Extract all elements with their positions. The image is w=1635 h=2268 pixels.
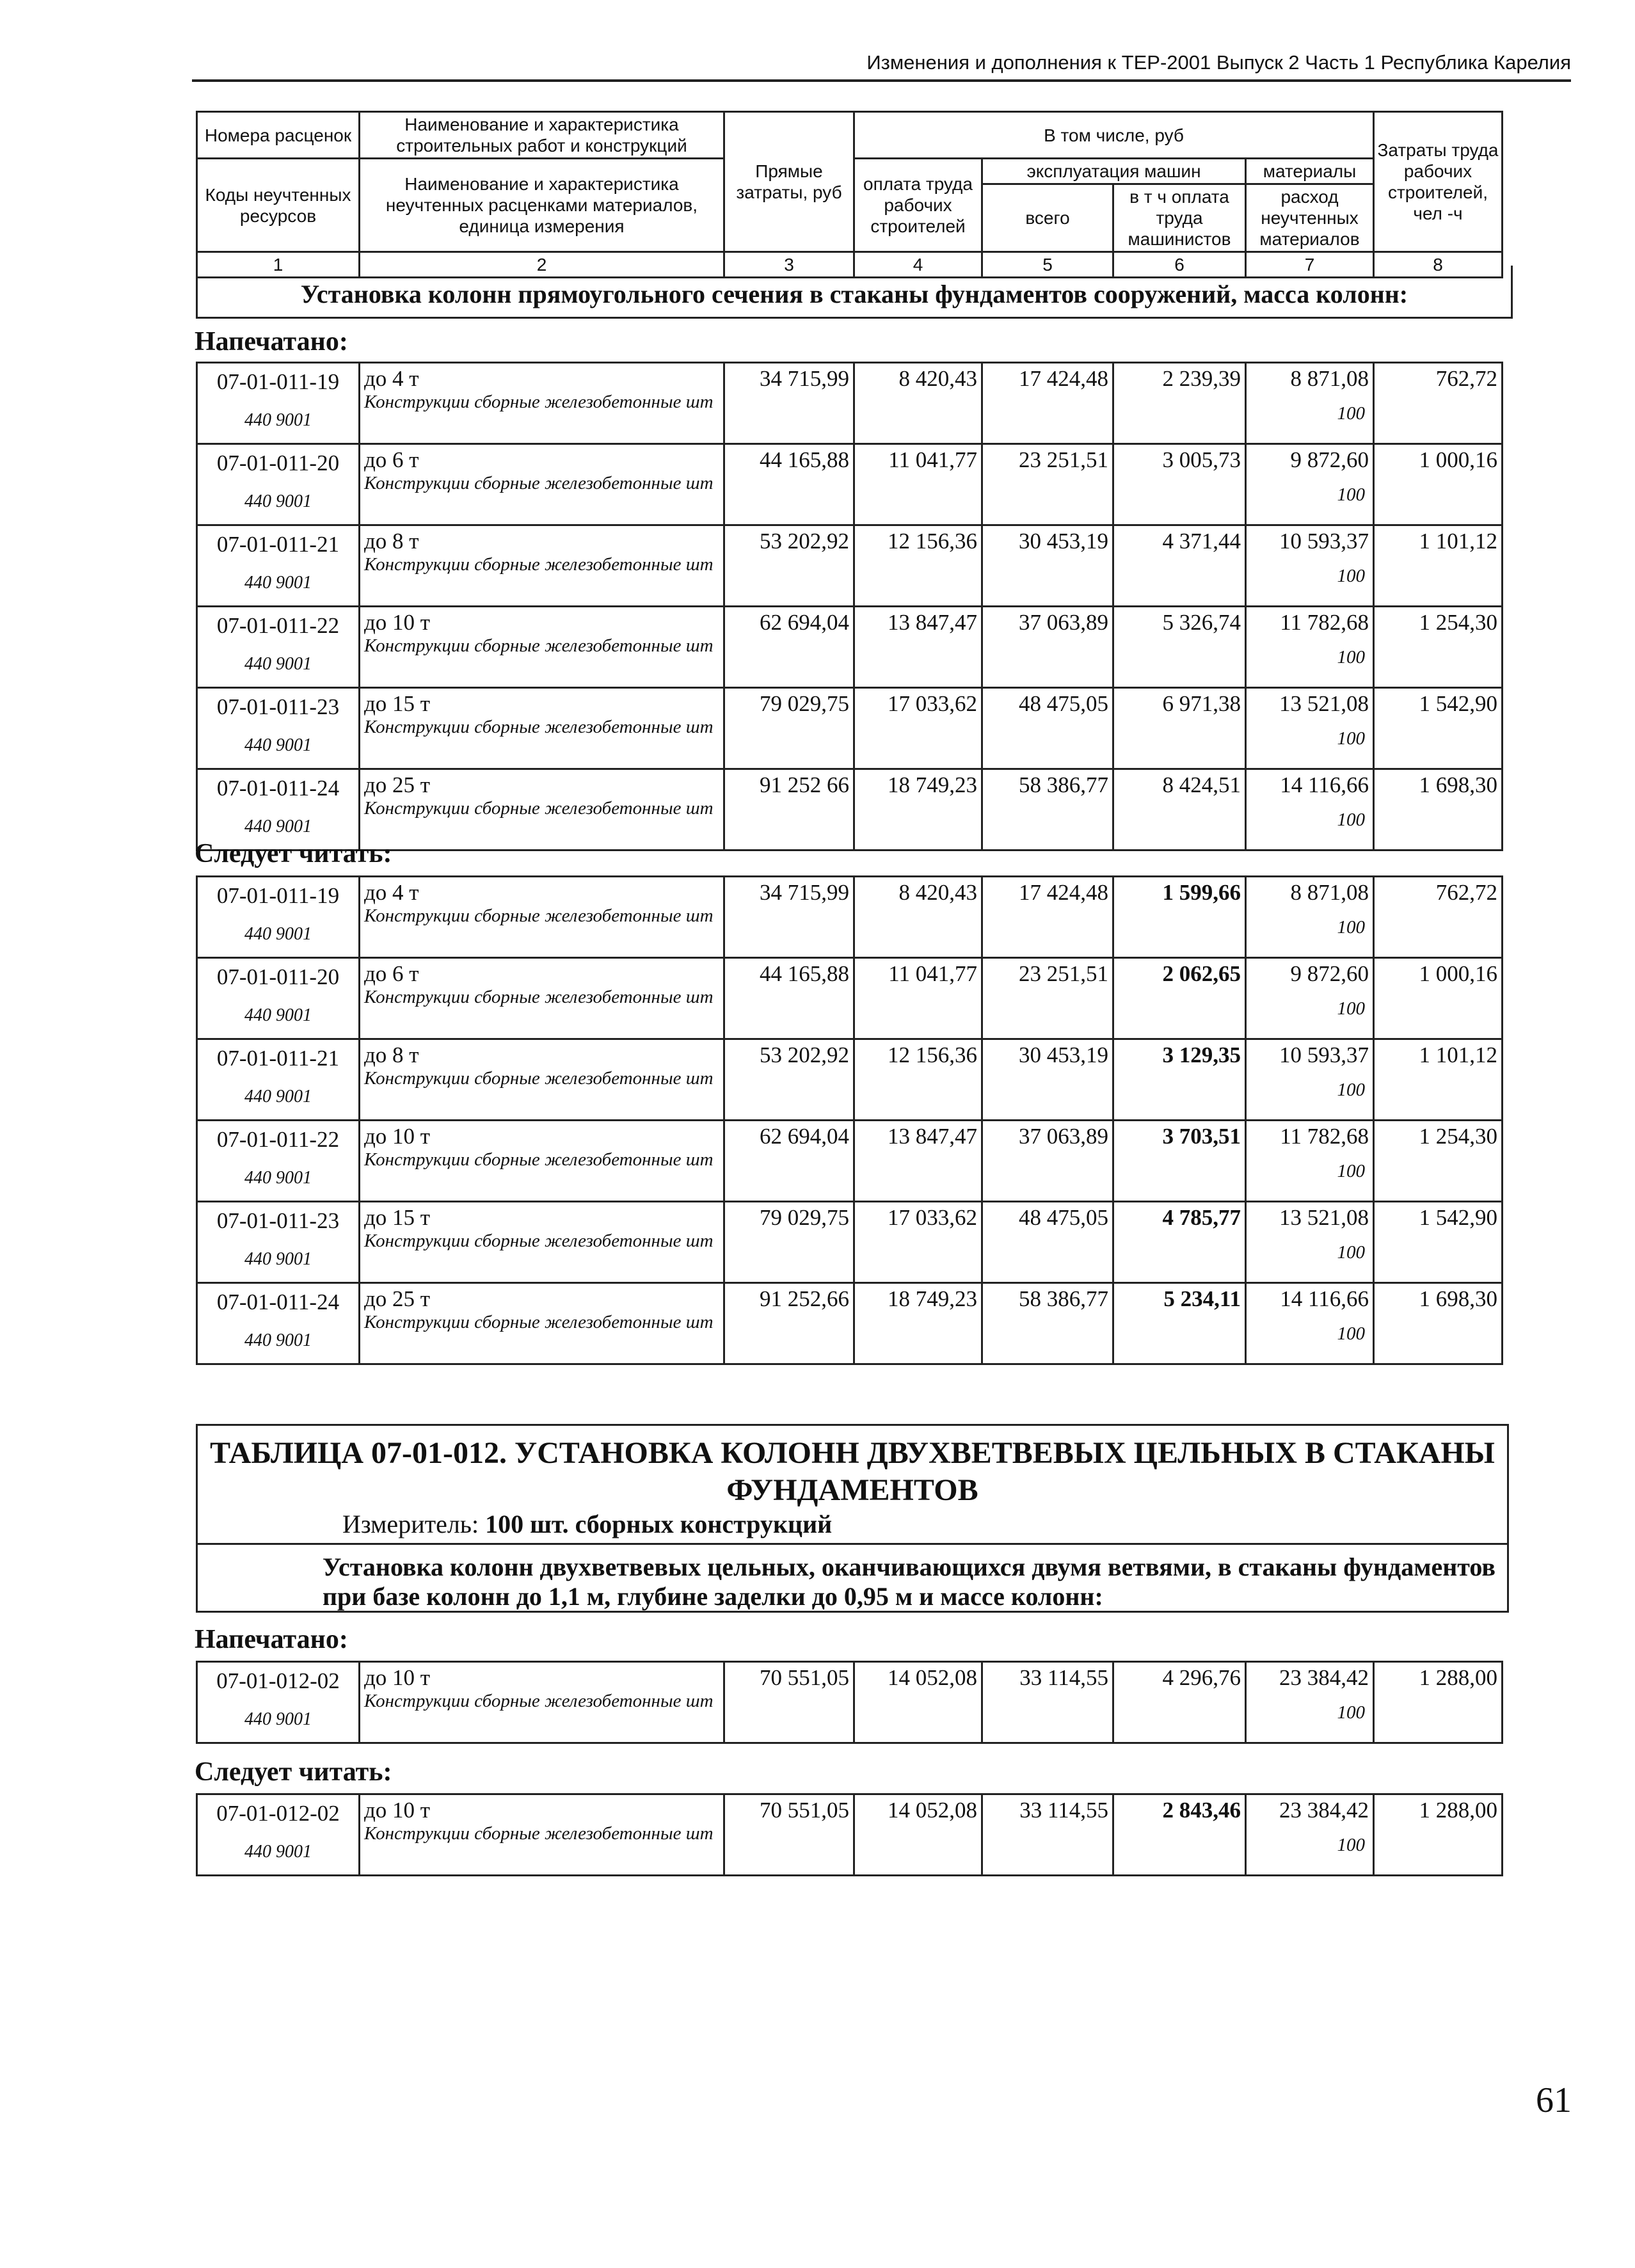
resource-code: 440 9001 xyxy=(244,924,312,944)
rate-code: 07-01-011-22 xyxy=(216,613,340,638)
materials-cost: 23 384,42 xyxy=(1279,1665,1369,1690)
section1-corrected-table xyxy=(196,875,1503,1365)
direct-cost: 62 694,04 xyxy=(724,1121,854,1202)
materials-cost: 23 384,42 xyxy=(1279,1798,1369,1823)
name-cell xyxy=(360,769,724,850)
materials-cell xyxy=(1246,1794,1374,1876)
machine-cost: 37 063,89 xyxy=(982,607,1113,688)
material-quantity: 100 xyxy=(1337,1835,1365,1855)
measure-value: 100 шт. сборных конструкций xyxy=(485,1510,833,1538)
direct-cost: 44 165,88 xyxy=(724,444,854,525)
materials-cell xyxy=(1246,1283,1374,1364)
col-number-1: 1 xyxy=(197,252,360,278)
resource-code: 440 9001 xyxy=(244,735,312,755)
page-header: Изменения и дополнения к ТЕР-2001 Выпуск 2 Часть 1 Республика Карелия xyxy=(192,51,1571,82)
measure-line xyxy=(342,1509,832,1539)
section2-corrected-table xyxy=(196,1793,1503,1876)
operator-wage: 3 129,35 xyxy=(1113,1039,1246,1121)
machine-cost: 33 114,55 xyxy=(982,1794,1113,1876)
material-name: Конструкции сборные железобетонные шт xyxy=(364,635,714,656)
group-header: В том числе, руб xyxy=(854,112,1374,159)
material-quantity: 100 xyxy=(1337,566,1365,586)
code-cell xyxy=(197,1662,360,1743)
column-header-table xyxy=(196,111,1503,278)
section2-description: Установка колонн двухветвевых цельных, оканчивающихся двумя ветвями, в стаканы фундаментов при базе колонн до 1,1 м, глубине заделки до 0,95 м и массе колонн: xyxy=(323,1553,1495,1611)
operator-wage: 1 599,66 xyxy=(1113,877,1246,958)
code-cell xyxy=(197,958,360,1039)
work-name: до 8 т xyxy=(364,529,419,554)
rate-code: 07-01-011-23 xyxy=(216,1208,340,1233)
materials-cost: 9 872,60 xyxy=(1290,961,1369,986)
code-cell xyxy=(197,1039,360,1121)
resource-code: 440 9001 xyxy=(244,817,312,836)
machine-cost: 30 453,19 xyxy=(982,525,1113,607)
machine-cost: 17 424,48 xyxy=(982,877,1113,958)
col1-top-header: Номера расценок xyxy=(197,112,360,159)
material-name: Конструкции сборные железобетонные шт xyxy=(364,1691,714,1711)
materials-cost: 11 782,68 xyxy=(1280,610,1369,635)
table-row xyxy=(197,607,1503,688)
materials-cost: 11 782,68 xyxy=(1280,1124,1369,1149)
work-name: до 6 т xyxy=(364,447,419,472)
section2-printed-table xyxy=(196,1661,1503,1744)
labor-hours: 1 254,30 xyxy=(1374,1121,1503,1202)
resource-code: 440 9001 xyxy=(244,491,312,511)
work-name: до 8 т xyxy=(364,1042,419,1067)
resource-code: 440 9001 xyxy=(244,1330,312,1350)
labor-cost: 11 041,77 xyxy=(854,444,982,525)
operator-wage: 8 424,51 xyxy=(1113,769,1246,850)
rate-code: 07-01-011-21 xyxy=(216,1046,340,1071)
section1-corrected-label: Следует читать: xyxy=(195,839,392,868)
rate-code: 07-01-011-24 xyxy=(216,1290,340,1314)
table-title: ТАБЛИЦА 07-01-012. УСТАНОВКА КОЛОНН ДВУХВЕТВЕВЫХ ЦЕЛЬНЫХ В СТАКАНЫ ФУНДАМЕНТОВ xyxy=(210,1436,1495,1507)
materials-cost: 10 593,37 xyxy=(1279,529,1369,554)
material-quantity: 100 xyxy=(1337,1323,1365,1344)
resource-code: 440 9001 xyxy=(244,1842,312,1862)
col7-header: расход неучтенных материалов xyxy=(1246,184,1374,252)
page-number: 61 xyxy=(1536,2080,1572,2120)
name-cell xyxy=(360,607,724,688)
work-name: до 10 т xyxy=(364,1798,431,1823)
machine-cost: 30 453,19 xyxy=(982,1039,1113,1121)
section2-printed-label: Напечатано: xyxy=(195,1625,348,1654)
section2-corrected-label: Следует читать: xyxy=(195,1757,392,1787)
labor-cost: 12 156,36 xyxy=(854,1039,982,1121)
table-row xyxy=(197,769,1503,850)
material-name: Конструкции сборные железобетонные шт xyxy=(364,1231,714,1251)
name-cell xyxy=(360,1794,724,1876)
machine-cost: 58 386,77 xyxy=(982,769,1113,850)
table-row xyxy=(197,1121,1503,1202)
labor-cost: 11 041,77 xyxy=(854,958,982,1039)
table-row xyxy=(197,1202,1503,1283)
machine-cost: 33 114,55 xyxy=(982,1662,1113,1743)
labor-hours: 1 698,30 xyxy=(1374,769,1503,850)
labor-hours: 1 542,90 xyxy=(1374,688,1503,769)
machine-cost: 23 251,51 xyxy=(982,958,1113,1039)
labor-hours: 762,72 xyxy=(1374,363,1503,444)
code-cell xyxy=(197,363,360,444)
col4-header: оплата труда рабочих строителей xyxy=(854,159,982,252)
name-cell xyxy=(360,363,724,444)
labor-cost: 18 749,23 xyxy=(854,1283,982,1364)
col-number-4: 4 xyxy=(854,252,982,278)
work-name: до 10 т xyxy=(364,1124,431,1149)
labor-hours: 1 101,12 xyxy=(1374,525,1503,607)
table-row xyxy=(197,958,1503,1039)
col-number-7: 7 xyxy=(1246,252,1374,278)
labor-hours: 1 698,30 xyxy=(1374,1283,1503,1364)
code-cell xyxy=(197,525,360,607)
machine-cost: 48 475,05 xyxy=(982,1202,1113,1283)
table-07-01-012-header xyxy=(196,1424,1509,1613)
materials-header: материалы xyxy=(1246,159,1374,184)
materials-cell xyxy=(1246,607,1374,688)
material-name: Конструкции сборные железобетонные шт xyxy=(364,1823,714,1844)
resource-code: 440 9001 xyxy=(244,654,312,674)
machine-cost: 23 251,51 xyxy=(982,444,1113,525)
rate-code: 07-01-011-21 xyxy=(216,532,340,557)
resource-code: 440 9001 xyxy=(244,1168,312,1188)
machine-cost: 17 424,48 xyxy=(982,363,1113,444)
name-cell xyxy=(360,1121,724,1202)
name-cell xyxy=(360,1039,724,1121)
table-row xyxy=(197,363,1503,444)
materials-cell xyxy=(1246,1039,1374,1121)
table-row xyxy=(197,1283,1503,1364)
work-name: до 25 т xyxy=(364,1286,431,1311)
rate-code: 07-01-011-19 xyxy=(216,369,340,394)
labor-hours: 762,72 xyxy=(1374,877,1503,958)
material-quantity: 100 xyxy=(1337,1161,1365,1181)
col8-header: Затраты труда рабочих строителей, чел -ч xyxy=(1374,112,1503,252)
code-cell xyxy=(197,1202,360,1283)
labor-hours: 1 101,12 xyxy=(1374,1039,1503,1121)
section1-title: Установка колонн прямоугольного сечения в стаканы фундаментов сооружений, масса колонн: xyxy=(196,266,1513,319)
labor-cost: 14 052,08 xyxy=(854,1662,982,1743)
material-name: Конструкции сборные железобетонные шт xyxy=(364,906,714,926)
material-quantity: 100 xyxy=(1337,998,1365,1019)
measure-label: Измеритель: xyxy=(342,1510,479,1538)
resource-code: 440 9001 xyxy=(244,410,312,430)
materials-cost: 8 871,08 xyxy=(1290,366,1369,391)
material-quantity: 100 xyxy=(1337,917,1365,938)
materials-cost: 14 116,66 xyxy=(1280,1286,1369,1311)
rate-code: 07-01-011-20 xyxy=(216,451,340,475)
direct-cost: 44 165,88 xyxy=(724,958,854,1039)
work-name: до 10 т xyxy=(364,610,431,635)
table-row xyxy=(197,1794,1503,1876)
direct-cost: 34 715,99 xyxy=(724,363,854,444)
rate-code: 07-01-011-22 xyxy=(216,1127,340,1152)
labor-cost: 13 847,47 xyxy=(854,607,982,688)
materials-cell xyxy=(1246,958,1374,1039)
work-name: до 4 т xyxy=(364,880,419,905)
table-row xyxy=(197,525,1503,607)
direct-cost: 79 029,75 xyxy=(724,1202,854,1283)
direct-cost: 70 551,05 xyxy=(724,1662,854,1743)
material-name: Конструкции сборные железобетонные шт xyxy=(364,554,714,575)
col-number-8: 8 xyxy=(1374,252,1503,278)
labor-hours: 1 000,16 xyxy=(1374,444,1503,525)
materials-cell xyxy=(1246,877,1374,958)
labor-hours: 1 000,16 xyxy=(1374,958,1503,1039)
material-name: Конструкции сборные железобетонные шт xyxy=(364,987,714,1007)
name-cell xyxy=(360,958,724,1039)
col-number-2: 2 xyxy=(360,252,724,278)
direct-cost: 79 029,75 xyxy=(724,688,854,769)
code-cell xyxy=(197,1794,360,1876)
operator-wage: 2 239,39 xyxy=(1113,363,1246,444)
work-name: до 6 т xyxy=(364,961,419,986)
materials-cell xyxy=(1246,444,1374,525)
materials-cell xyxy=(1246,769,1374,850)
rate-code: 07-01-012-02 xyxy=(216,1801,340,1826)
code-cell xyxy=(197,877,360,958)
operator-wage: 5 234,11 xyxy=(1113,1283,1246,1364)
work-name: до 10 т xyxy=(364,1665,431,1690)
direct-cost: 53 202,92 xyxy=(724,525,854,607)
name-cell xyxy=(360,1662,724,1743)
materials-cell xyxy=(1246,525,1374,607)
resource-code: 440 9001 xyxy=(244,573,312,593)
code-cell xyxy=(197,688,360,769)
code-cell xyxy=(197,607,360,688)
material-name: Конструкции сборные железобетонные шт xyxy=(364,1312,714,1332)
labor-hours: 1 288,00 xyxy=(1374,1794,1503,1876)
materials-cell xyxy=(1246,363,1374,444)
section1-printed-label: Напечатано: xyxy=(195,327,348,356)
resource-code: 440 9001 xyxy=(244,1087,312,1106)
labor-cost: 18 749,23 xyxy=(854,769,982,850)
labor-cost: 8 420,43 xyxy=(854,363,982,444)
material-quantity: 100 xyxy=(1337,647,1365,667)
operator-wage: 4 371,44 xyxy=(1113,525,1246,607)
col2-top-header: Наименование и характеристика строительных работ и конструкций xyxy=(360,112,724,159)
operator-wage: 2 843,46 xyxy=(1113,1794,1246,1876)
labor-cost: 12 156,36 xyxy=(854,525,982,607)
resource-code: 440 9001 xyxy=(244,1249,312,1269)
machine-cost: 37 063,89 xyxy=(982,1121,1113,1202)
direct-cost: 62 694,04 xyxy=(724,607,854,688)
direct-cost: 91 252 66 xyxy=(724,769,854,850)
section1-printed-table xyxy=(196,362,1503,851)
rate-code: 07-01-012-02 xyxy=(216,1668,340,1693)
operator-wage: 6 971,38 xyxy=(1113,688,1246,769)
table-row xyxy=(197,1662,1503,1743)
table-row xyxy=(197,1039,1503,1121)
name-cell xyxy=(360,1202,724,1283)
material-quantity: 100 xyxy=(1337,1242,1365,1263)
rate-code: 07-01-011-24 xyxy=(216,776,340,801)
col6-header: в т ч оплата труда машинистов xyxy=(1113,184,1246,252)
col2-bottom-header: Наименование и характеристика неучтенных расценками материалов, единица измерения xyxy=(360,159,724,252)
material-quantity: 100 xyxy=(1337,1080,1365,1100)
operator-wage: 4 785,77 xyxy=(1113,1202,1246,1283)
materials-cost: 14 116,66 xyxy=(1280,772,1369,797)
materials-cell xyxy=(1246,1121,1374,1202)
name-cell xyxy=(360,1283,724,1364)
table-row xyxy=(197,444,1503,525)
table-row xyxy=(197,688,1503,769)
machines-header: эксплуатация машин xyxy=(982,159,1246,184)
material-name: Конструкции сборные железобетонные шт xyxy=(364,1068,714,1089)
work-name: до 15 т xyxy=(364,691,431,716)
material-name: Конструкции сборные железобетонные шт xyxy=(364,392,714,412)
labor-hours: 1 542,90 xyxy=(1374,1202,1503,1283)
material-quantity: 100 xyxy=(1337,484,1365,505)
machine-cost: 58 386,77 xyxy=(982,1283,1113,1364)
labor-cost: 13 847,47 xyxy=(854,1121,982,1202)
col3-header: Прямые затраты, руб xyxy=(724,112,854,252)
col-number-3: 3 xyxy=(724,252,854,278)
machine-cost: 48 475,05 xyxy=(982,688,1113,769)
work-name: до 25 т xyxy=(364,772,431,797)
operator-wage: 3 005,73 xyxy=(1113,444,1246,525)
direct-cost: 53 202,92 xyxy=(724,1039,854,1121)
labor-cost: 14 052,08 xyxy=(854,1794,982,1876)
materials-cell xyxy=(1246,688,1374,769)
operator-wage: 5 326,74 xyxy=(1113,607,1246,688)
table-row xyxy=(197,877,1503,958)
materials-cost: 8 871,08 xyxy=(1290,880,1369,905)
code-cell xyxy=(197,1283,360,1364)
material-quantity: 100 xyxy=(1337,403,1365,424)
code-cell xyxy=(197,444,360,525)
material-quantity: 100 xyxy=(1337,728,1365,749)
work-name: до 4 т xyxy=(364,366,419,391)
labor-cost: 8 420,43 xyxy=(854,877,982,958)
materials-cell xyxy=(1246,1662,1374,1743)
labor-cost: 17 033,62 xyxy=(854,1202,982,1283)
col-number-5: 5 xyxy=(982,252,1113,278)
direct-cost: 91 252,66 xyxy=(724,1283,854,1364)
col5-header: всего xyxy=(982,184,1113,252)
col-number-6: 6 xyxy=(1113,252,1246,278)
labor-hours: 1 288,00 xyxy=(1374,1662,1503,1743)
col1-bottom-header: Коды неучтенных ресурсов xyxy=(197,159,360,252)
name-cell xyxy=(360,444,724,525)
operator-wage: 3 703,51 xyxy=(1113,1121,1246,1202)
material-name: Конструкции сборные железобетонные шт xyxy=(364,717,714,737)
rate-code: 07-01-011-20 xyxy=(216,964,340,989)
name-cell xyxy=(360,525,724,607)
title-divider xyxy=(198,1543,1507,1545)
material-quantity: 100 xyxy=(1337,1702,1365,1723)
material-name: Конструкции сборные железобетонные шт xyxy=(364,798,714,819)
labor-hours: 1 254,30 xyxy=(1374,607,1503,688)
work-name: до 15 т xyxy=(364,1205,431,1230)
material-name: Конструкции сборные железобетонные шт xyxy=(364,473,714,493)
direct-cost: 70 551,05 xyxy=(724,1794,854,1876)
materials-cell xyxy=(1246,1202,1374,1283)
rate-code: 07-01-011-23 xyxy=(216,694,340,719)
resource-code: 440 9001 xyxy=(244,1709,312,1729)
direct-cost: 34 715,99 xyxy=(724,877,854,958)
name-cell xyxy=(360,688,724,769)
operator-wage: 2 062,65 xyxy=(1113,958,1246,1039)
material-name: Конструкции сборные железобетонные шт xyxy=(364,1149,714,1170)
code-cell xyxy=(197,1121,360,1202)
materials-cost: 13 521,08 xyxy=(1279,691,1369,716)
operator-wage: 4 296,76 xyxy=(1113,1662,1246,1743)
materials-cost: 9 872,60 xyxy=(1290,447,1369,472)
labor-cost: 17 033,62 xyxy=(854,688,982,769)
materials-cost: 13 521,08 xyxy=(1279,1205,1369,1230)
resource-code: 440 9001 xyxy=(244,1005,312,1025)
rate-code: 07-01-011-19 xyxy=(216,883,340,908)
materials-cost: 10 593,37 xyxy=(1279,1042,1369,1067)
name-cell xyxy=(360,877,724,958)
material-quantity: 100 xyxy=(1337,810,1365,830)
